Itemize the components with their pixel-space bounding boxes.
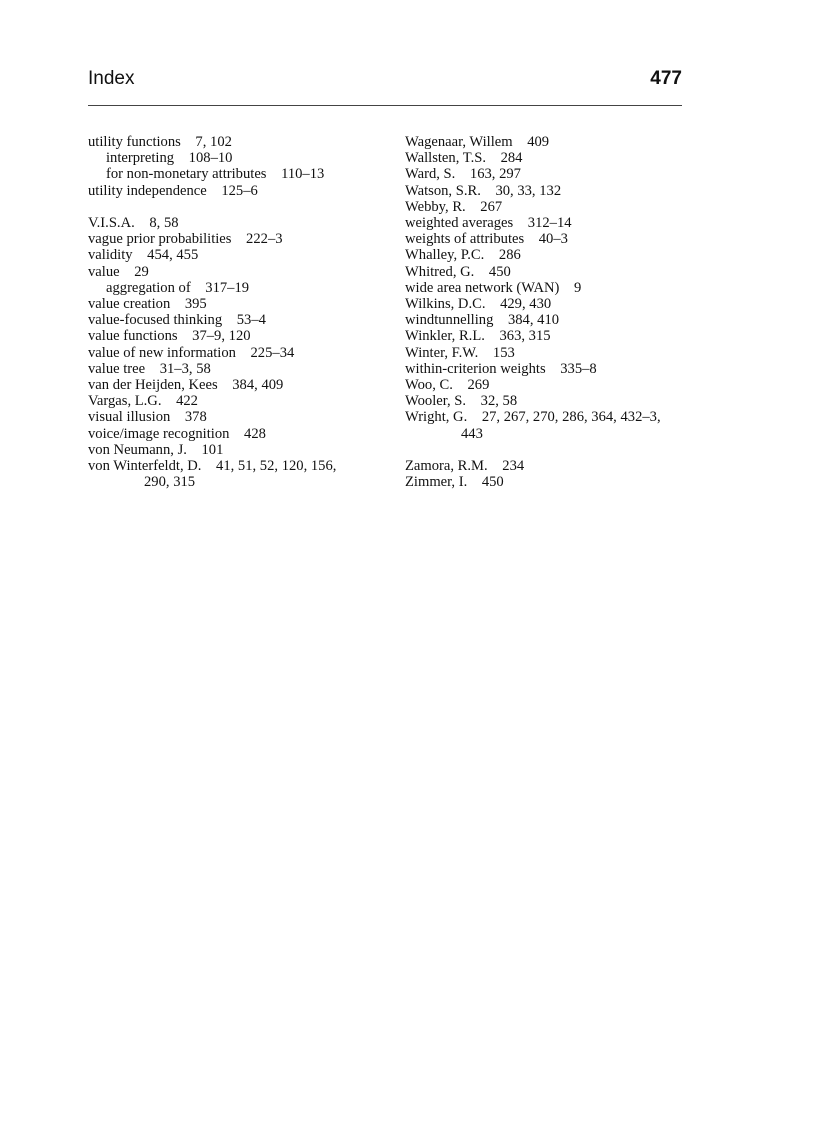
index-entry: within-criterion weights 335–8 xyxy=(405,360,597,377)
index-entry: Winter, F.W. 153 xyxy=(405,344,515,361)
index-entry: validity 454, 455 xyxy=(88,247,199,264)
index-entry: windtunnelling 384, 410 xyxy=(405,312,560,329)
index-entry: visual illusion 378 xyxy=(88,409,207,426)
index-entry: Webby, R. 267 xyxy=(405,198,503,215)
index-subentry: interpreting 108–10 xyxy=(106,150,233,167)
index-entry: Wilkins, D.C. 429, 430 xyxy=(405,296,552,313)
running-head-title: Index xyxy=(88,68,135,89)
index-entry: Whitred, G. 450 xyxy=(405,263,511,280)
index-entry: von Winterfeldt, D. 41, 51, 52, 120, 156, xyxy=(88,458,337,475)
index-entry: value creation 395 xyxy=(88,296,207,313)
index-group-gap xyxy=(405,442,690,458)
index-subentry: for non-monetary attributes 110–13 xyxy=(106,166,325,183)
index-entry: voice/image recognition 428 xyxy=(88,425,266,442)
index-entry: Wagenaar, Willem 409 xyxy=(405,134,550,150)
index-entry: weights of attributes 40–3 xyxy=(405,231,568,248)
index-group-gap xyxy=(88,199,388,215)
index-entry: Wooler, S. 32, 58 xyxy=(405,393,518,410)
index-entry: value 29 xyxy=(88,263,149,280)
page-number: 477 xyxy=(650,68,682,89)
index-entry-continuation: 290, 315 xyxy=(144,474,196,491)
index-entry: weighted averages 312–14 xyxy=(405,215,572,232)
index-column-right xyxy=(405,134,690,490)
index-entry: vague prior probabilities 222–3 xyxy=(88,231,283,248)
index-entry: Watson, S.R. 30, 33, 132 xyxy=(405,182,562,199)
index-entry: van der Heijden, Kees 384, 409 xyxy=(88,377,284,394)
index-entry: Woo, C. 269 xyxy=(405,377,490,394)
index-entry: value of new information 225–34 xyxy=(88,344,295,361)
index-entry-continuation: 443 xyxy=(461,425,483,442)
index-entry: Vargas, L.G. 422 xyxy=(88,393,198,410)
index-entry: Zamora, R.M. 234 xyxy=(405,458,525,475)
index-entry: Whalley, P.C. 286 xyxy=(405,247,521,264)
index-entry: value tree 31–3, 58 xyxy=(88,360,211,377)
index-entry: Wallsten, T.S. 284 xyxy=(405,150,523,167)
index-entry: Ward, S. 163, 297 xyxy=(405,166,521,183)
index-entry: Winkler, R.L. 363, 315 xyxy=(405,328,551,345)
index-column-left xyxy=(88,134,388,490)
index-entry: value-focused thinking 53–4 xyxy=(88,312,266,329)
index-entry: Zimmer, I. 450 xyxy=(405,474,504,491)
header-rule xyxy=(88,105,682,106)
index-entry: von Neumann, J. 101 xyxy=(88,441,224,458)
index-entry: wide area network (WAN) 9 xyxy=(405,279,582,296)
index-entry: value functions 37–9, 120 xyxy=(88,328,251,345)
page-header xyxy=(88,68,682,94)
index-entry: Wright, G. 27, 267, 270, 286, 364, 432–3, xyxy=(405,409,661,426)
index-entry: utility independence 125–6 xyxy=(88,182,258,199)
index-entry: utility functions 7, 102 xyxy=(88,134,232,150)
index-entry: V.I.S.A. 8, 58 xyxy=(88,215,179,231)
index-subentry: aggregation of 317–19 xyxy=(106,279,250,296)
